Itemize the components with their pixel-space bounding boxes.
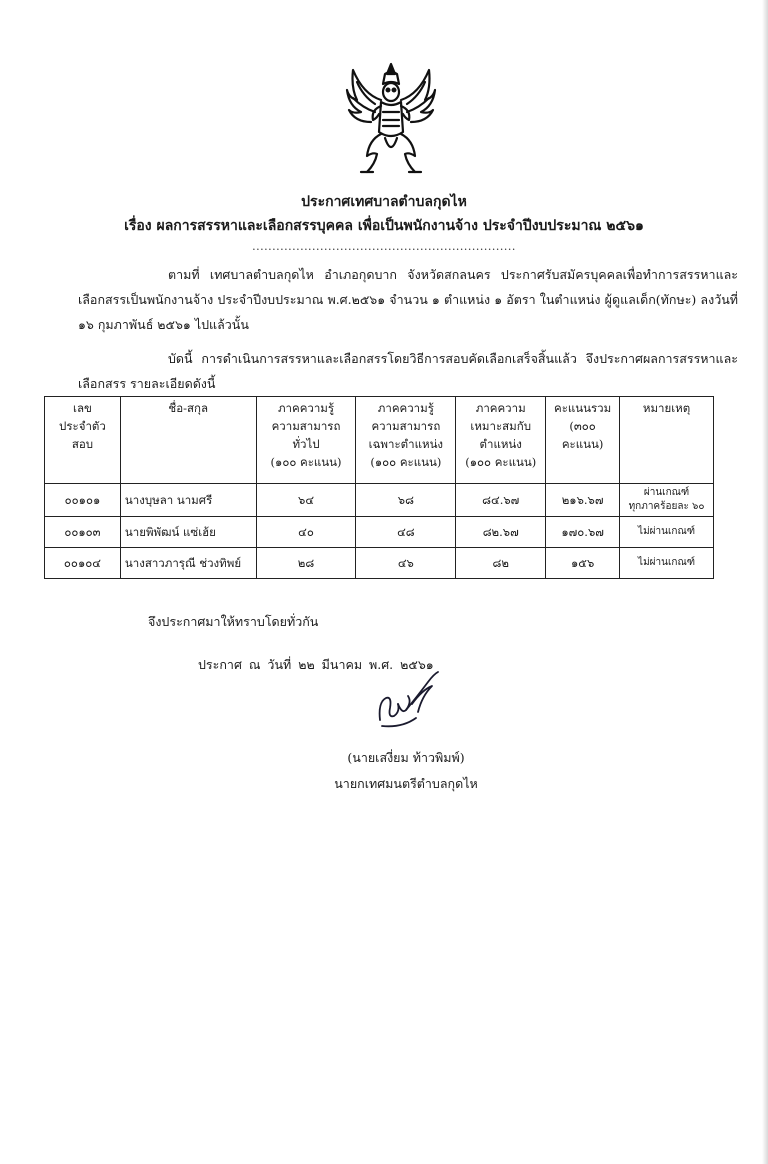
paragraph-result-intro: บัดนี้ การดำเนินการสรรหาและเลือกสรรโดยวิธีการสอบคัดเลือกเสร็จสิ้นแล้ว จึงประกาศผลการสรรหาและเลือกสรร รายละเอียดดังนี้ bbox=[78, 351, 738, 391]
cell-exam-no: ๐๐๑๐๔ bbox=[45, 548, 121, 579]
signer-title: นายกเทศมนตรีตำบลกุดไห bbox=[334, 776, 478, 791]
cell-name: นางสาวภารุณี ช่วงทิพย์ bbox=[120, 548, 256, 579]
cell-specific-score: ๔๖ bbox=[356, 548, 456, 579]
cell-name: นางบุษลา นามศรี bbox=[120, 484, 256, 517]
cell-total-score: ๑๕๖ bbox=[546, 548, 620, 579]
cell-general-score: ๖๔ bbox=[256, 484, 356, 517]
cell-total-score: ๑๗๐.๖๗ bbox=[546, 517, 620, 548]
table-row bbox=[45, 548, 714, 579]
cell-remark: ไม่ผ่านเกณฑ์ bbox=[620, 517, 714, 548]
closing-statement: จึงประกาศมาให้ทราบโดยทั่วกัน bbox=[148, 614, 319, 629]
cell-total-score: ๒๑๖.๖๗ bbox=[546, 484, 620, 517]
cell-name: นายพิพัฒน์ แซ่เฮ้ย bbox=[120, 517, 256, 548]
cell-suitability-score: ๘๔.๖๗ bbox=[456, 484, 546, 517]
header-remark: หมายเหตุ bbox=[620, 397, 714, 484]
announcement-date: ประกาศ ณ วันที่ ๒๒ มีนาคม พ.ศ. ๒๕๖๑ bbox=[198, 657, 434, 672]
document-title: ประกาศเทศบาลตำบลกุดไห bbox=[301, 194, 467, 210]
signer-name: (นายเสงี่ยม ท้าวพิมพ์) bbox=[347, 750, 465, 765]
header-specific-score: ภาคความรู้ ความสามารถ เฉพาะตำแหน่ง (๑๐๐ คะแนน) bbox=[356, 397, 456, 484]
cell-exam-no: ๐๐๑๐๓ bbox=[45, 517, 121, 548]
header-suitability-score: ภาคความ เหมาะสมกับ ตำแหน่ง (๑๐๐ คะแนน) bbox=[456, 397, 546, 484]
paragraph-background: ตามที่ เทศบาลตำบลกุดไห อำเภอกุดบาก จังหวัดสกลนคร ประกาศรับสมัครบุคคลเพื่อทำการสรรหาและเลือกสรรเป็นพนักงานจ้าง ประจำปีงบประมาณ พ.ศ.๒๕๖๑ จำนวน ๑ ตำแหน่ง ๑ อัตรา ในตำแหน่ง ผู้ดูแลเด็ก(ทักษะ) ลงวันที่ ๑๖ กุมภาพันธ์ ๒๕๖๑ ไปแล้วนั้น bbox=[78, 267, 738, 332]
table-row bbox=[45, 517, 714, 548]
cell-specific-score: ๔๘ bbox=[356, 517, 456, 548]
garuda-emblem-icon bbox=[345, 60, 437, 178]
cell-remark: ผ่านเกณฑ์ ทุกภาคร้อยละ ๖๐ bbox=[620, 484, 714, 517]
header-total-score: คะแนนรวม (๓๐๐ คะแนน) bbox=[546, 397, 620, 484]
cell-exam-no: ๐๐๑๐๑ bbox=[45, 484, 121, 517]
table-row bbox=[45, 484, 714, 517]
header-name: ชื่อ-สกุล bbox=[120, 397, 256, 484]
header-exam-no: เลข ประจำตัว สอบ bbox=[45, 397, 121, 484]
cell-suitability-score: ๘๒.๖๗ bbox=[456, 517, 546, 548]
header-general-score: ภาคความรู้ ความสามารถ ทั่วไป (๑๐๐ คะแนน) bbox=[256, 397, 356, 484]
cell-suitability-score: ๘๒ bbox=[456, 548, 546, 579]
handwritten-signature-icon bbox=[372, 668, 452, 734]
document-subject: เรื่อง ผลการสรรหาและเลือกสรรบุคคล เพื่อเป็นพนักงานจ้าง ประจำปีงบประมาณ ๒๕๖๑ bbox=[124, 218, 644, 234]
cell-remark: ไม่ผ่านเกณฑ์ bbox=[620, 548, 714, 579]
table-header-row bbox=[45, 397, 714, 484]
separator-line: .................................................................. bbox=[252, 240, 516, 253]
cell-general-score: ๔๐ bbox=[256, 517, 356, 548]
cell-specific-score: ๖๘ bbox=[356, 484, 456, 517]
page-edge-shadow bbox=[762, 0, 768, 1164]
results-table bbox=[44, 396, 714, 579]
cell-general-score: ๒๘ bbox=[256, 548, 356, 579]
